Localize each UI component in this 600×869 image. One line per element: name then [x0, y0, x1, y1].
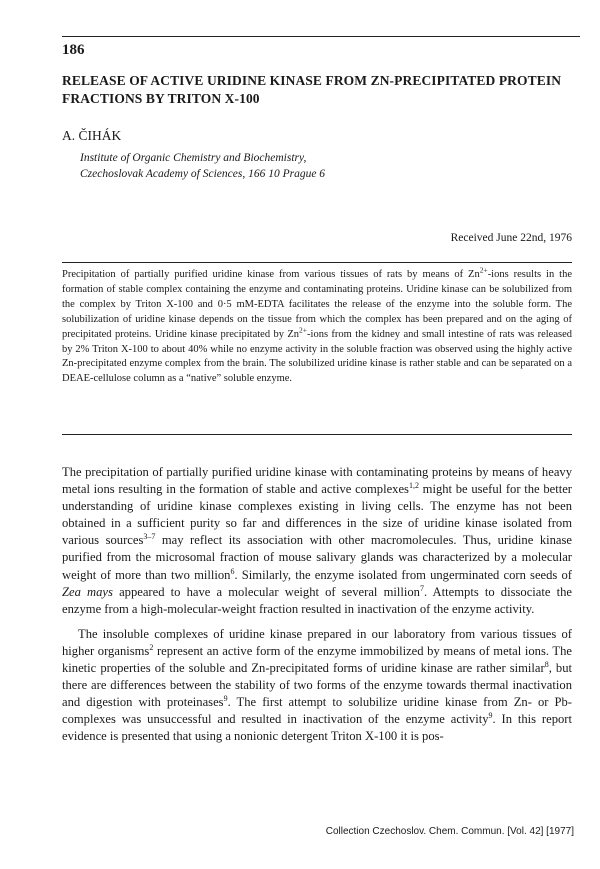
abstract: Precipitation of partially purified uridine kinase from various tissues of rats by means of $Zn^{2+}$-ions results in the formation of stable complex containing the enzyme and contaminating proteins. Uridine kinase can be solubilized from the complex by Triton X-100 and 0·5 mM-EDTA facilitates the release of the enzyme into the soluble form. The solubilization of uridine kinase depends on the tissue from which the complex has been prepared and on the aging of precipitated proteins. Uridine kinase precipitated by $Zn^{2+}$-ions from the kidney and small intestine of rats was released by 2% Triton X-100 to about 40% while no enzyme activity in the soluble fraction was observed using the highly active Zn-precipitated enzyme complex from the brain. The solubilized uridine kinase is rather stable and can be separated on a DEAE-cellulose column as a “native” soluble enzyme.	[62, 265, 572, 385]
affiliation-line: Institute of Organic Chemistry and Biochemistry,	[80, 152, 307, 164]
affiliation-line: Czechoslovak Academy of Sciences, 166 10 Prague 6	[80, 168, 326, 180]
page-number: 186	[62, 42, 85, 58]
affiliation	[80, 150, 560, 182]
abstract-rule-bottom	[62, 434, 572, 435]
author-name: A. ČIHÁK	[62, 128, 122, 143]
article-title: RELEASE OF ACTIVE URIDINE KINASE FROM ZN-PRECIPITATED PROTEIN FRACTIONS BY TRITON X-100	[62, 73, 562, 106]
article-body	[62, 464, 572, 746]
body-paragraph: The insoluble complexes of uridine kinase prepared in our laboratory from various tissues of higher organisms$^2$ represent an active form of the enzyme immobilized by means of metal ions. The kinetic properties of the soluble and Zn-precipitated forms of uridine kinase are rather similar$^8$, but there are differences between the stability of two forms of the enzyme towards thermal inactivation and digestion with proteinases$^9$. The first attempt to solubilize uridine kinase from Zn- or Pb-complexes was unsuccessful and resulted in inactivation of the enzyme activity$^9$. In this report evidence is presented that using a nonionic detergent Triton X-100 it is pos-	[62, 626, 572, 744]
body-paragraph: The precipitation of partially purified uridine kinase with contaminating proteins by means of heavy metal ions resulting in the formation of stable and active complexes$^{1,2}$ might be useful for the better understanding of uridine kinase complexes existing in living cells. The enzyme has not been obtained in a sufficient purity so far and differences in the size of uridine kinase isolated from various sources$^{3-7}$ may reflect its association with other macromolecules. Thus, uridine kinase purified from the microsomal fraction of mouse salivary glands was characterized by a molecular weight of more than two million$^6$. Similarly, the enzyme isolated from ungerminated corn seeds of Zea mays appeared to have a molecular weight of several million$^7$. Attempts to dissociate the enzyme from a high-molecular-weight fraction resulted in inactivation of the enzyme activity.	[62, 465, 572, 616]
journal-footer: Collection Czechoslov. Chem. Commun. [Vol. 42] [1977]	[325, 826, 574, 837]
species-name: Zea mays	[62, 584, 113, 599]
received-date: Received June 22nd, 1976	[450, 232, 572, 244]
abstract-rule-top	[62, 262, 572, 263]
header-rule	[62, 36, 580, 37]
